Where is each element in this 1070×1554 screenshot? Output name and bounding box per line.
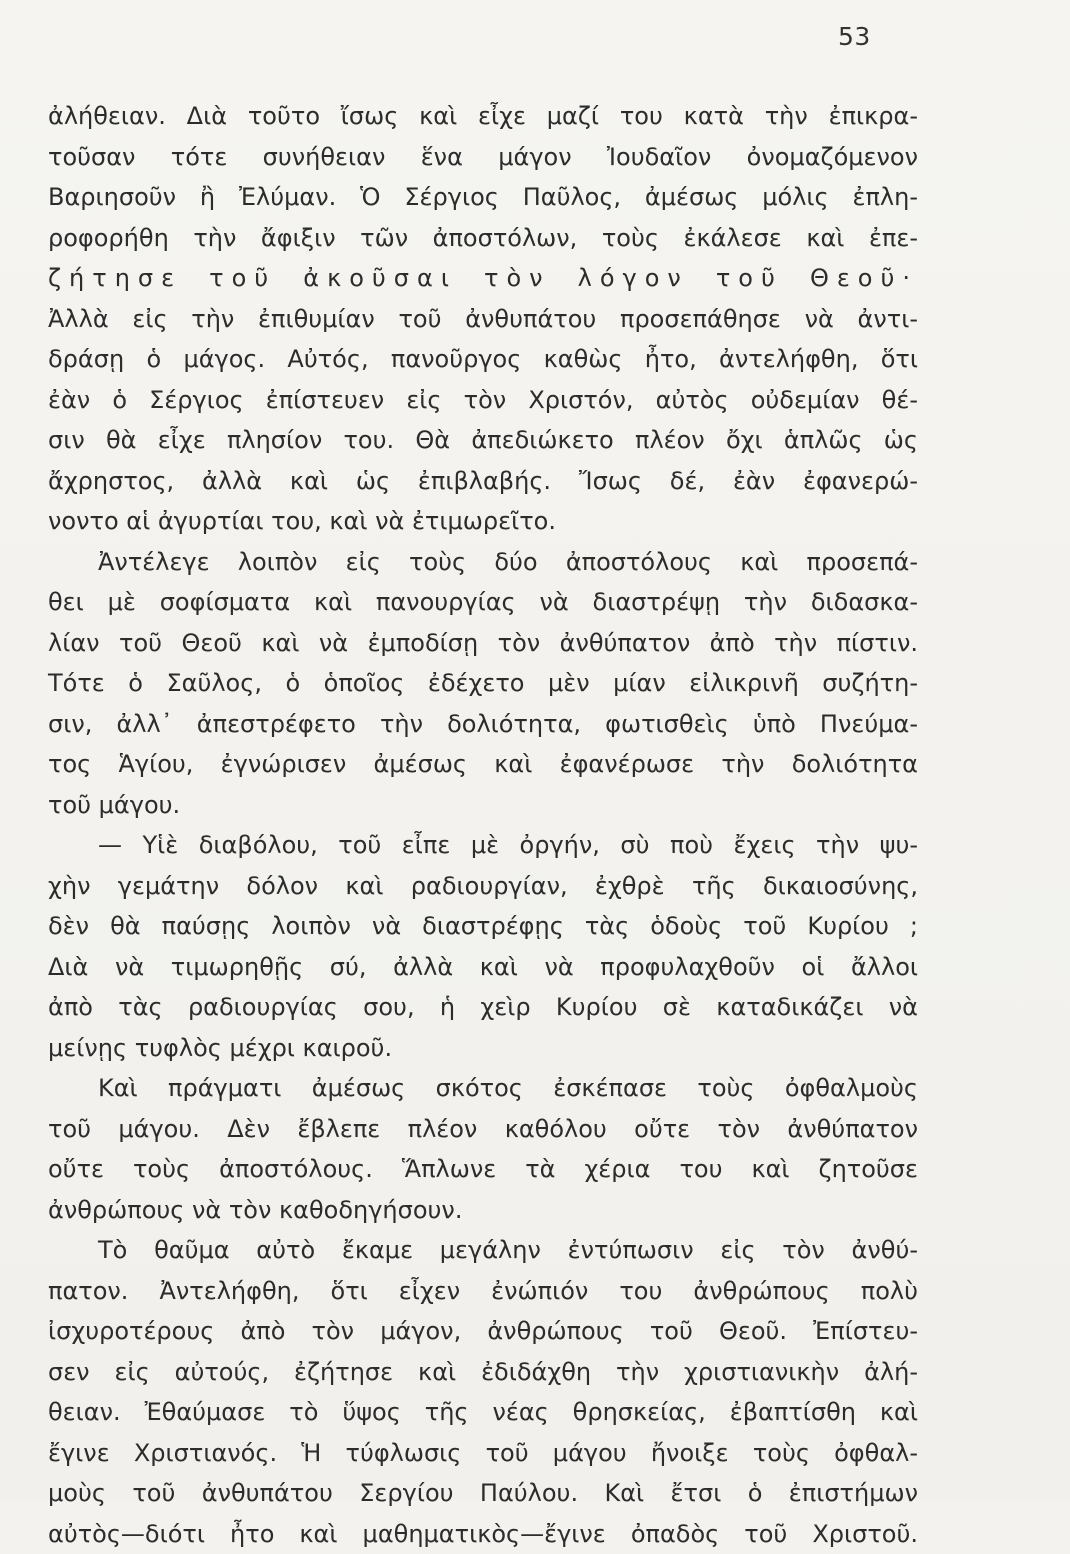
text-line: τοῦσαν τότε συνήθειαν ἕνα μάγον Ἰουδαῖον ὀνομαζόμενον <box>48 137 918 178</box>
text-line: οὔτε τοὺς ἀποστόλους. Ἅπλωνε τὰ χέρια του καὶ ζητοῦσε <box>48 1149 918 1190</box>
text-line: τοῦ μάγου. <box>48 785 918 826</box>
text-line: — Υἱὲ διαβόλου, τοῦ εἶπε μὲ ὀργήν, σὺ ποὺ ἔχεις τὴν ψυ- <box>48 825 918 866</box>
text-line: ζήτησε τοῦ ἀκοῦσαι τὸν λόγον τοῦ Θεοῦ· <box>48 258 918 299</box>
text-line: λίαν τοῦ Θεοῦ καὶ νὰ ἐμποδίσῃ τὸν ἀνθύπατον ἀπὸ τὴν πίστιν. <box>48 623 918 664</box>
text-line: ἐὰν ὁ Σέργιος ἐπίστευεν εἰς τὸν Χριστόν, αὐτὸς οὐδεμίαν θέ- <box>48 380 918 421</box>
page-number: 53 <box>838 22 871 51</box>
text-line: τοῦ μάγου. Δὲν ἔβλεπε πλέον καθόλου οὔτε τὸν ἀνθύπατον <box>48 1109 918 1150</box>
text-line: σιν, ἀλλ᾽ ἀπεστρέφετο τὴν δολιότητα, φωτισθεὶς ὑπὸ Πνεύμα- <box>48 704 918 745</box>
text-line: νοντο αἱ ἀγυρτίαι του, καὶ νὰ ἐτιμωρεῖτο. <box>48 501 918 542</box>
text-line: τος Ἁγίου, ἐγνώρισεν ἀμέσως καὶ ἐφανέρωσε τὴν δολιότητα <box>48 744 918 785</box>
text-line: Διὰ νὰ τιμωρηθῇς σύ, ἀλλὰ καὶ νὰ προφυλαχθοῦν οἱ ἄλλοι <box>48 947 918 988</box>
text-line: Ἀντέλεγε λοιπὸν εἰς τοὺς δύο ἀποστόλους καὶ προσεπά- <box>48 542 918 583</box>
text-line: πατον. Ἀντελήφθη, ὅτι εἶχεν ἐνώπιόν του ἀνθρώπους πολὺ <box>48 1271 918 1312</box>
text-line: Ἀλλὰ εἰς τὴν ἐπιθυμίαν τοῦ ἀνθυπάτου προσεπάθησε νὰ ἀντι- <box>48 299 918 340</box>
text-line: μείνῃς τυφλὸς μέχρι καιροῦ. <box>48 1028 918 1069</box>
text-line: ἀλήθειαν. Διὰ τοῦτο ἴσως καὶ εἶχε μαζί του κατὰ τὴν ἐπικρα- <box>48 96 918 137</box>
body-text <box>48 96 918 1554</box>
text-line: δὲν θὰ παύσῃς λοιπὸν νὰ διαστρέφῃς τὰς ὁδοὺς τοῦ Κυρίου ; <box>48 906 918 947</box>
text-line: ἰσχυροτέρους ἀπὸ τὸν μάγον, ἀνθρώπους τοῦ Θεοῦ. Ἐπίστευ- <box>48 1311 918 1352</box>
text-line: θει μὲ σοφίσματα καὶ πανουργίας νὰ διαστρέψῃ τὴν διδασκα- <box>48 582 918 623</box>
text-line: θειαν. Ἐθαύμασε τὸ ὕψος τῆς νέας θρησκείας, ἐβαπτίσθη καὶ <box>48 1392 918 1433</box>
text-line: ροφορήθη τὴν ἄφιξιν τῶν ἀποστόλων, τοὺς ἐκάλεσε καὶ ἐπε- <box>48 218 918 259</box>
text-line: ἀνθρώπους νὰ τὸν καθοδηγήσουν. <box>48 1190 918 1231</box>
text-line: ἀπὸ τὰς ραδιουργίας σου, ἡ χεὶρ Κυρίου σὲ καταδικάζει νὰ <box>48 987 918 1028</box>
text-line: Βαριησοῦν ἢ Ἐλύμαν. Ὁ Σέργιος Παῦλος, ἀμέσως μόλις ἐπλη- <box>48 177 918 218</box>
text-line: αὐτὸς—διότι ἦτο καὶ μαθηματικὸς—ἔγινε ὀπαδὸς τοῦ Χριστοῦ. <box>48 1514 918 1554</box>
text-line: Τότε ὁ Σαῦλος, ὁ ὁποῖος ἐδέχετο μὲν μίαν εἰλικρινῆ συζήτη- <box>48 663 918 704</box>
text-line: χὴν γεμάτην δόλον καὶ ραδιουργίαν, ἐχθρὲ τῆς δικαιοσύνης, <box>48 866 918 907</box>
text-line: δράσῃ ὁ μάγος. Αὐτός, πανοῦργος καθὼς ἦτο, ἀντελήφθη, ὅτι <box>48 339 918 380</box>
text-line: Τὸ θαῦμα αὐτὸ ἔκαμε μεγάλην ἐντύπωσιν εἰς τὸν ἀνθύ- <box>48 1230 918 1271</box>
text-line: ἔγινε Χριστιανός. Ἡ τύφλωσις τοῦ μάγου ἤνοιξε τοὺς ὀφθαλ- <box>48 1433 918 1474</box>
text-line: Καὶ πράγματι ἀμέσως σκότος ἐσκέπασε τοὺς ὀφθαλμοὺς <box>48 1068 918 1109</box>
text-line: μοὺς τοῦ ἀνθυπάτου Σεργίου Παύλου. Καὶ ἔτσι ὁ ἐπιστήμων <box>48 1473 918 1514</box>
text-line: ἄχρηστος, ἀλλὰ καὶ ὡς ἐπιβλαβής. Ἴσως δέ, ἐὰν ἐφανερώ- <box>48 461 918 502</box>
text-line: σεν εἰς αὐτούς, ἐζήτησε καὶ ἐδιδάχθη τὴν χριστιανικὴν ἀλή- <box>48 1352 918 1393</box>
text-line: σιν θὰ εἶχε πλησίον του. Θὰ ἀπεδιώκετο πλέον ὄχι ἁπλῶς ὡς <box>48 420 918 461</box>
